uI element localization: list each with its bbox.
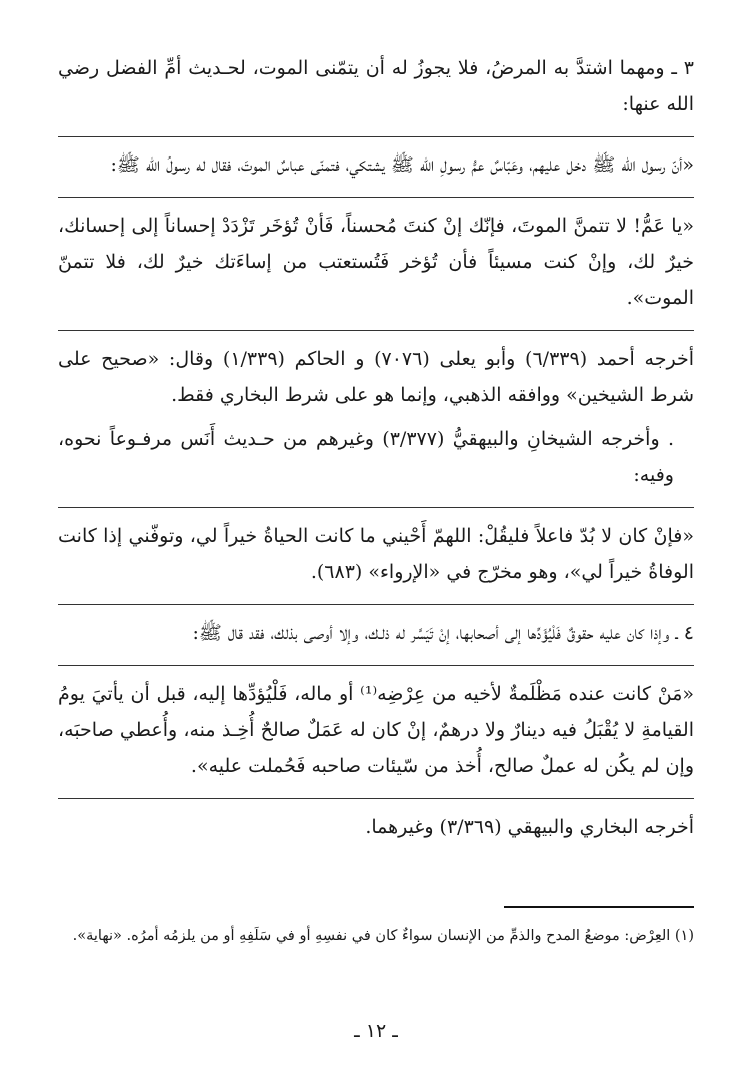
divider <box>58 197 694 198</box>
paragraph-point-4: ٤ ـ وإذا كان عليه حقوقٌ فَلْيُؤَدِّها إلى أصحابها، إنْ تَيَسَّر له ذلـك، وإلا أوصى بذلك، فقد قال ﷺ: <box>192 622 694 644</box>
hadith-1-text: «يا عَمُّ! لا تتمنَّ الموتَ، فإنّك إنْ كنتَ مُحسناً، فَأنْ تُؤخَر تَزْدَدْ إحساناً إلى إحسانك، خيرٌ لك، وإنْ كنت مسيئاً فأن تُؤخر فَتُستعتب من إساءَتك خيرٌ لك، فلا تتمنّ الموت». <box>58 215 694 309</box>
divider <box>58 330 694 331</box>
divider <box>58 604 694 605</box>
page-number: ـ ١٢ ـ <box>354 1020 398 1042</box>
takhrij-3: أخرجه البخاري والبيهقي (٣/٣٦٩) وغيرهما. <box>365 816 694 838</box>
footnote-1: (١) العِرْض: موضعُ المدح والذمِّ من الإنسان سواءٌ كان في نفسِهِ أو في سَلَفِهِ أو من يلزمُه أمرُه. «نهاية». <box>72 928 694 944</box>
hadith-2: «فإنْ كان لا بُدّ فاعلاً فليقُلْ: اللهمّ أَحْيني ما كانت الحياةُ خيراً لي، وتوفّني إذا كانت الوفاةُ خيراً لي»، وهو مخرّج في «الإرواء» (٦٨٣). <box>58 525 694 583</box>
footnotes <box>58 924 694 948</box>
hadith-1-intro: «أنّ رسول الله ﷺ دخل عليهم، وعَبّاسٌ عمُّ رسولِ الله ﷺ يشتكي، فتمنّى عباسٌ الموتَ، فقال له رسولُ الله ﷺ: <box>110 154 694 176</box>
takhrij-2: . وأخرجه الشيخانِ والبيهقيُّ (٣/٣٧٧) وغيرهم من حـديث أَنَس مرفـوعاً نحوه، وفيه: <box>58 428 674 486</box>
footnote-separator <box>504 906 694 908</box>
paragraph-point-3: ٣ ـ ومهما اشتدَّ به المرضُ، فلا يجوزُ له أن يتمّنى الموت، لحـديث أمِّ الفضل رضي الله عنها: <box>58 57 694 115</box>
page-body <box>58 50 694 859</box>
divider <box>58 136 694 137</box>
divider <box>58 507 694 508</box>
divider <box>58 798 694 799</box>
hadith-3: «مَنْ كانت عنده مَظْلَمةٌ لأخيه من عِرْضِه⁽¹⁾ أو ماله، فَلْيُؤدِّها إليه، قبل أن يأتيَ يومُ القيامةِ لا يُقْبَلُ فيه دينارٌ ولا درهمٌ، إنْ كان له عَمَلٌ صالحٌ أُخِـذ منه، وأُعطي صاحبَه، وإن لم يكُن له عملٌ صالح، أُخذ من سّيئات صاحبه فَحُملت عليه». <box>58 683 695 777</box>
divider <box>58 665 694 666</box>
takhrij-1: أخرجه أحمد (٦/٣٣٩) وأبو يعلى (٧٠٧٦) و الحاكم (١/٣٣٩) وقال: «صحيح على شرط الشيخين» ووافقه الذهبي، وإنما هو على شرط البخاري فقط. <box>58 348 694 406</box>
